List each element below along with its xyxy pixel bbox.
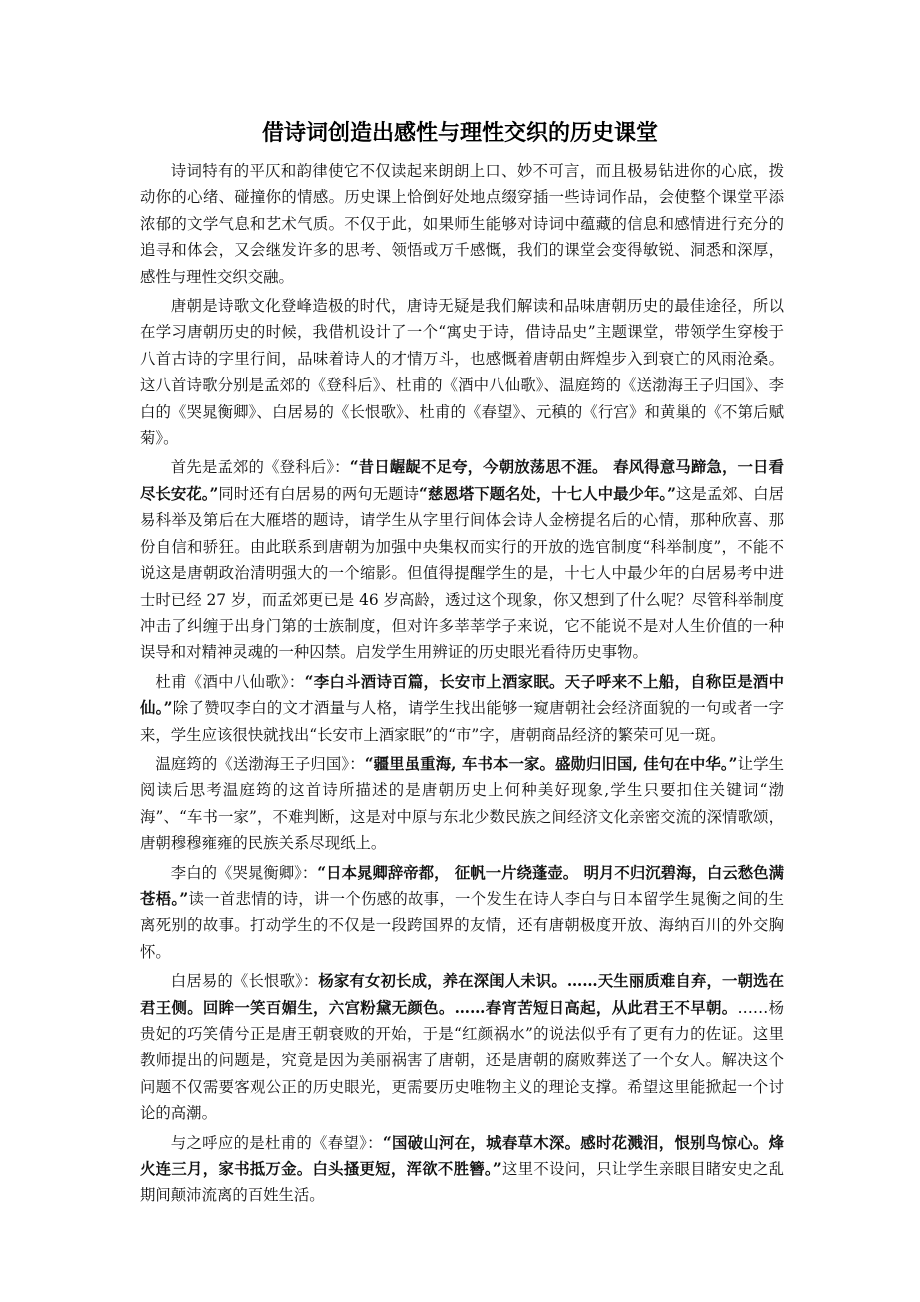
- text-segment: 这是孟郊、白居易科举及第后在大雁塔的题诗，请学生从字里行间体会诗人金榜提名后的心情，那种欣喜、那份自信和骄狂。由此联系到唐朝为加强中央集权而实行的开放的选官制度“科举制度”，不能不说这是唐朝政治清明强大的一个缩影。但值得提醒学生的是，十七人中最少年的白居易考中进士时已经 27 岁，而孟郊更已是 46 岁高龄，透过这个现象，你又想到了什么呢？尽管科举制度冲击了纠缠于出身门第的士族制度，但对许多莘莘学子来说，它不能说不是对人生价值的一种误导和对精神灵魂的一种囚禁。启发学生用辨证的历史眼光看待历史事物。: [140, 484, 784, 662]
- text-segment: 这里不设问，只让学生亲眼目睹安史之乱期间颠沛流离的百姓生活。: [140, 1160, 784, 1205]
- paragraph-6: [140, 860, 784, 966]
- text-segment: 与之呼应的是杜甫的《春望》：: [170, 1133, 383, 1152]
- paragraph-7: [140, 968, 784, 1126]
- paragraph-4: [140, 669, 784, 748]
- page-title: 借诗词创造出感性与理性交织的历史课堂: [261, 121, 658, 146]
- text-segment: 李白的《哭晁衡卿》：: [170, 863, 318, 882]
- text-segment: 杜甫《酒中八仙歌》：: [155, 672, 305, 691]
- paragraph-3: [140, 454, 784, 665]
- poem-quote: “国破山河在，城春草木深。感时花溅泪，恨别鸟惊心。烽火连三月，家书抵万金。白头搔更短，浑欲不胜簪。”: [140, 1133, 784, 1179]
- text-segment: 温庭筠的《送渤海王子归国》：: [155, 754, 365, 773]
- paragraph-8: [140, 1130, 784, 1209]
- text-segment: 白居易的《长恨歌》：: [170, 972, 319, 991]
- text-segment: 首先是孟郊的《登科后》：: [170, 458, 350, 477]
- paragraph-5: [140, 751, 784, 857]
- text-segment: 除了赞叹李白的文才酒量与人格，请学生找出能够一窥唐朝社会经济面貌的一句或者一字来，学生应该很快就找出“长安市上酒家眠”的“市”字，唐朝商品经济的繁荣可见一斑。: [140, 699, 784, 744]
- text-segment: ……杨贵妃的巧笑倩兮正是唐王朝衰败的开始，于是“红颜祸水”的说法似乎有了更有力的佐证。这里教师提出的问题是，究竟是因为美丽祸害了唐朝，还是唐朝的腐败葬送了一个女人。解决这个问题不仅需要客观公正的历史眼光，更需要历史唯物主义的理论支撑。希望这里能掀起一个讨论的高潮。: [140, 998, 784, 1123]
- text-segment: 同时还有白居易的两句无题诗: [218, 484, 419, 503]
- text-segment: 诗词特有的平仄和韵律使它不仅读起来朗朗上口、妙不可言，而且极易钻进你的心底，拨动你的心绪、碰撞你的情感。历史课上恰倒好处地点缀穿插一些诗词作品，会使整个课堂平添浓郁的文学气息和艺术气质。不仅于此，如果师生能够对诗词中蕴藏的信息和感情进行充分的追寻和体会，又会继发许多的思考、领悟或万千感慨，我们的课堂会变得敏锐、洞悉和深厚，感性与理性交织交融。: [140, 162, 784, 286]
- text-segment: 读一首悲情的诗，讲一个伤感的故事，一个发生在诗人李白与日本留学生晁衡之间的生离死别的故事。打动学生的不仅是一段跨国界的友情，还有唐朝极度开放、海纳百川的外交胸怀。: [140, 889, 784, 961]
- poem-quote: “疆里虽重海, 车书本一家。盛勋归旧国, 佳句在中华。”: [364, 754, 738, 773]
- paragraph-2: [140, 293, 784, 451]
- poem-quote: “日本晁卿辞帝都， 征帆一片绕蓬壶。 明月不归沉碧海，白云愁色满苍梧。”: [140, 863, 784, 908]
- poem-quote: 杨家有女初长成，养在深闺人未识。……天生丽质难自弃，一朝选在君王侧。回眸一笑百媚生，六宫粉黛无颜色。……春宵苦短日高起，从此君王不早朝。: [140, 972, 784, 1017]
- poem-quote: “昔日龌龊不足夸，今朝放荡思不涯。 春风得意马蹄急，一日看尽长安花。”: [140, 458, 784, 503]
- text-segment: 唐朝是诗歌文化登峰造极的时代，唐诗无疑是我们解读和品味唐朝历史的最佳途径，所以在学习唐朝历史的时候，我借机设计了一个“寓史于诗，借诗品史”主题课堂，带领学生穿梭于八首古诗的字里行间，品味着诗人的才情万斗，也感慨着唐朝由辉煌步入到衰亡的风雨沧桑。这八首诗歌分别是孟郊的《登科后》、杜甫的《酒中八仙歌》、温庭筠的《送渤海王子归国》、李白的《哭晁衡卿》、白居易的《长恨歌》、杜甫的《春望》、元稹的《行宫》和黄巢的《不第后赋菊》。: [140, 297, 784, 448]
- text-segment: 让学生阅读后思考温庭筠的这首诗所描述的是唐朝历史上何种美好现象,学生只要扣住关键词“渤海”、“车书一家”，不难判断，这是对中原与东北少数民族之间经济文化亲密交流的深情歌颂，唐朝穆穆雍雍的民族关系尽现纸上。: [140, 754, 784, 853]
- article-body: [140, 158, 784, 1212]
- poem-quote: “李白斗酒诗百篇，长安市上酒家眠。天子呼来不上船，自称臣是酒中仙。”: [140, 672, 784, 718]
- poem-quote: “慈恩塔下题名处，十七人中最少年。”: [419, 484, 676, 503]
- paragraph-1: [140, 158, 784, 290]
